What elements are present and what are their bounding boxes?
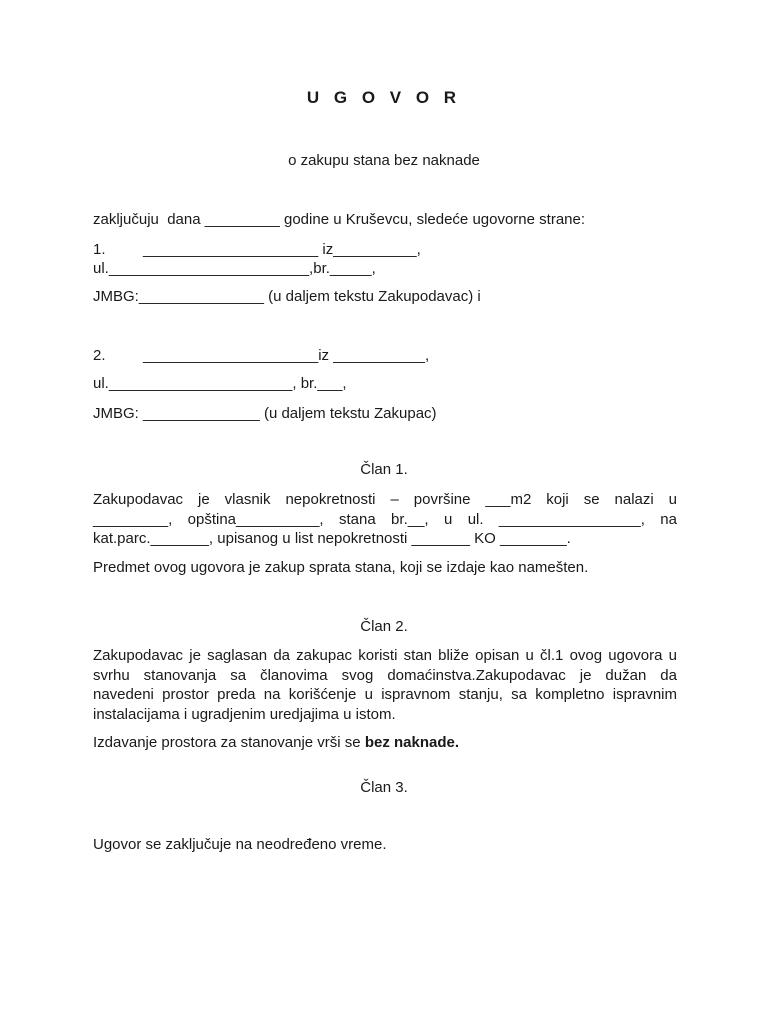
intro-line: zaključuju dana _________ godine u Kruševcu, sledeće ugovorne strane: (93, 211, 586, 228)
clan2-p1-line1: Zakupodavac je saglasan da zakupac koristi stan bliže opisan u čl.1 ovog ugovora u (93, 647, 677, 664)
clan2-p2-text: Izdavanje prostora za stanovanje vrši se (93, 734, 365, 751)
party1-line2: ul.________________________,br._____, (93, 260, 376, 277)
document-subtitle: o zakupu stana bez naknade (288, 152, 480, 169)
party1-line1: 1. _____________________ iz__________, (93, 241, 421, 258)
clan1-paragraph2: Predmet ovog ugovora je zakup sprata stana, koji se izdaje kao namešten. (93, 559, 589, 576)
party2-line3: JMBG: ______________ (u daljem tekstu Zakupac) (93, 405, 437, 422)
clan2-p1-line2: svrhu stanovanja sa članovima svog domaćinstva.Zakupodavac je dužan da (93, 666, 677, 684)
clan2-paragraph2 (93, 734, 459, 752)
clan1-p1-line1: Zakupodavac je vlasnik nepokretnosti – površine ___m2 koji se nalazi u (93, 491, 677, 508)
clan1-p1-line2: _________, opština__________, stana br.__, u ul. _________________, na (93, 510, 677, 528)
clan1-heading: Član 1. (360, 461, 408, 478)
party2-line1: 2. _____________________iz ___________, (93, 347, 430, 364)
clan3-heading: Član 3. (360, 779, 408, 796)
party1-line3: JMBG:_______________ (u daljem tekstu Zakupodavac) i (93, 288, 481, 305)
clan2-heading: Član 2. (360, 618, 408, 635)
clan2-p1-line3: navedeni prostor preda na korišćenje u ispravnom stanju, sa kompletno ispravnim (93, 686, 677, 703)
clan3-paragraph1: Ugovor se zaključuje na neodređeno vreme. (93, 836, 387, 853)
clan1-p1-line3: kat.parc._______, upisanog u list nepokretnosti _______ KO ________. (93, 530, 571, 547)
document-title: U G O V O R (306, 88, 462, 107)
clan2-paragraph1 (93, 646, 677, 724)
clan1-paragraph1 (93, 490, 677, 549)
clan2-p1-line4: instalacijama i ugradjenim uredjajima u istom. (93, 705, 396, 723)
clan2-p2-bold: bez naknade. (364, 734, 460, 751)
party2-line2: ul.______________________, br.___, (93, 375, 347, 392)
